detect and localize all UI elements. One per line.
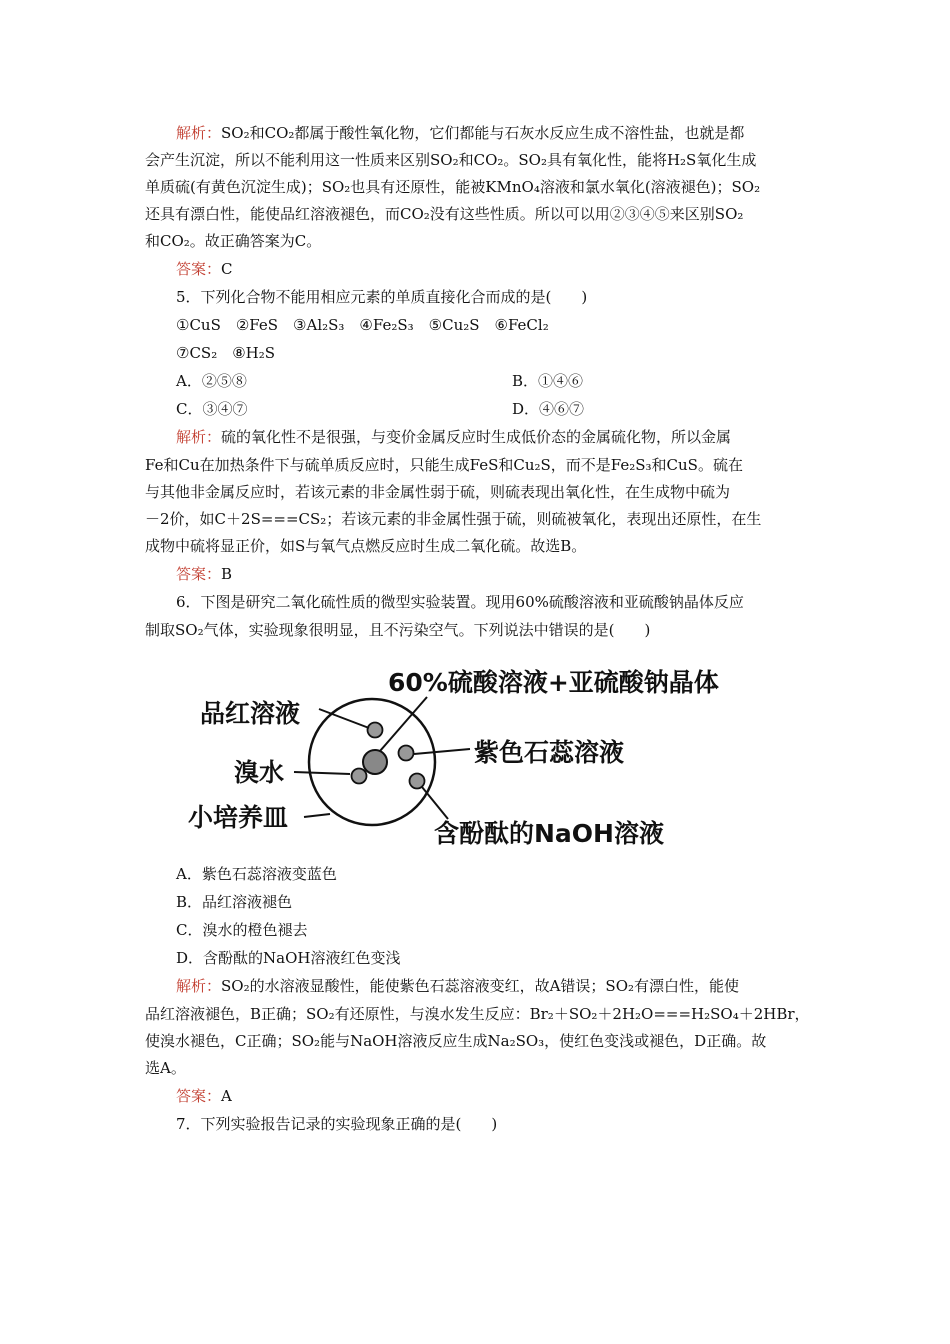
analysis-label: 解析： xyxy=(176,124,222,142)
q6-analysis-line-3: 使溴水褪色，C正确；SO₂能与NaOH溶液反应生成Na₂SO₃，使红色变浅或褪色，D正确。故 xyxy=(145,1032,767,1050)
q6-answer: 答案：A xyxy=(176,1087,232,1105)
q5-items-1: ①CuS ②FeS ③Al₂S₃ ④Fe₂S₃ ⑤Cu₂S ⑥FeCl₂ xyxy=(176,316,549,334)
label-top: 60%硫酸溶液+亚硫酸钠晶体 xyxy=(388,668,719,697)
experiment-figure xyxy=(180,655,780,855)
q5-analysis-line-5: 成物中硫将显正价，如S与氧气点燃反应时生成二氧化硫。故选B。 xyxy=(145,537,587,555)
q5-option-a: A．②⑤⑧ xyxy=(176,372,247,390)
q5-stem: 5．下列化合物不能用相应元素的单质直接化合而成的是( ) xyxy=(176,288,588,306)
q6-option-c: C．溴水的橙色褪去 xyxy=(176,921,308,939)
q5-analysis-line-2: Fe和Cu在加热条件下与硫单质反应时，只能生成FeS和Cu₂S，而不是Fe₂S₃和CuS。硫在 xyxy=(145,456,743,474)
leader-naoh xyxy=(422,787,448,819)
answer-label: 答案： xyxy=(176,260,222,278)
q5-option-d: D．④⑥⑦ xyxy=(512,400,585,418)
label-xiushui: 溴水 xyxy=(234,758,285,787)
q5-analysis-line-1: 解析：硫的氧化性不是很强，与变价金属反应时生成低价态的金属硫化物，所以金属 xyxy=(176,428,732,446)
label-dish: 小培养皿 xyxy=(188,803,289,832)
q7-stem: 7．下列实验报告记录的实验现象正确的是( ) xyxy=(176,1115,498,1133)
q6-stem-line-1: 6．下图是研究二氧化硫性质的微型实验装置。现用60%硫酸溶液和亚硫酸钠晶体反应 xyxy=(176,593,744,611)
q5-option-b: B．①④⑥ xyxy=(512,372,584,390)
well-naoh xyxy=(410,774,425,789)
q5-analysis-line-4: －2价，如C＋2S===CS₂；若该元素的非金属性强于硫，则硫被氧化，表现出还原性，在生 xyxy=(145,510,762,528)
q5-option-c: C．③④⑦ xyxy=(176,400,248,418)
leader-dish xyxy=(304,814,330,817)
label-pinhong: 品红溶液 xyxy=(200,699,301,728)
well-litmus xyxy=(399,746,414,761)
label-litmus: 紫色石蕊溶液 xyxy=(474,738,625,767)
well-xiushui xyxy=(352,769,367,784)
q4-analysis-line-1: 解析：SO₂和CO₂都属于酸性氧化物，它们都能与石灰水反应生成不溶性盐，也就是都 xyxy=(176,124,745,142)
q4-analysis-line-3: 单质硫(有黄色沉淀生成)；SO₂也具有还原性，能被KMnO₄溶液和氯水氧化(溶液褪色)；SO₂ xyxy=(145,178,761,196)
q6-option-d: D．含酚酞的NaOH溶液红色变浅 xyxy=(176,949,401,967)
q5-analysis-line-3: 与其他非金属反应时，若该元素的非金属性弱于硫，则硫表现出氧化性，在生成物中硫为 xyxy=(145,483,731,501)
q5-answer: 答案：B xyxy=(176,565,233,583)
q6-analysis-line-2: 品红溶液褪色，B正确；SO₂有还原性，与溴水发生反应：Br₂＋SO₂＋2H₂O===H₂SO₄＋2HBr， xyxy=(145,1005,810,1023)
q6-analysis-line-4: 选A。 xyxy=(145,1059,186,1077)
q4-analysis-line-2: 会产生沉淀，所以不能利用这一性质来区别SO₂和CO₂。SO₂具有氧化性，能将H₂S氧化生成 xyxy=(145,151,757,169)
well-center xyxy=(363,750,387,774)
q6-option-a: A．紫色石蕊溶液变蓝色 xyxy=(176,865,337,883)
q4-analysis-line-4: 还具有漂白性，能使品红溶液褪色，而CO₂没有这些性质。所以可以用②③④⑤来区别SO₂ xyxy=(145,205,744,223)
q6-stem-line-2: 制取SO₂气体，实验现象很明显，且不污染空气。下列说法中错误的是( ) xyxy=(145,621,651,639)
label-naoh: 含酚酞的NaOH溶液 xyxy=(434,819,664,848)
well-pinhong xyxy=(368,723,383,738)
q4-answer: 答案：C xyxy=(176,260,233,278)
q6-analysis-line-1: 解析：SO₂的水溶液显酸性，能使紫色石蕊溶液变红，故A错误；SO₂有漂白性，能使 xyxy=(176,977,740,995)
q5-items-2: ⑦CS₂ ⑧H₂S xyxy=(176,344,276,362)
q6-option-b: B．品红溶液褪色 xyxy=(176,893,293,911)
q4-analysis-line-5: 和CO₂。故正确答案为C。 xyxy=(145,232,322,250)
